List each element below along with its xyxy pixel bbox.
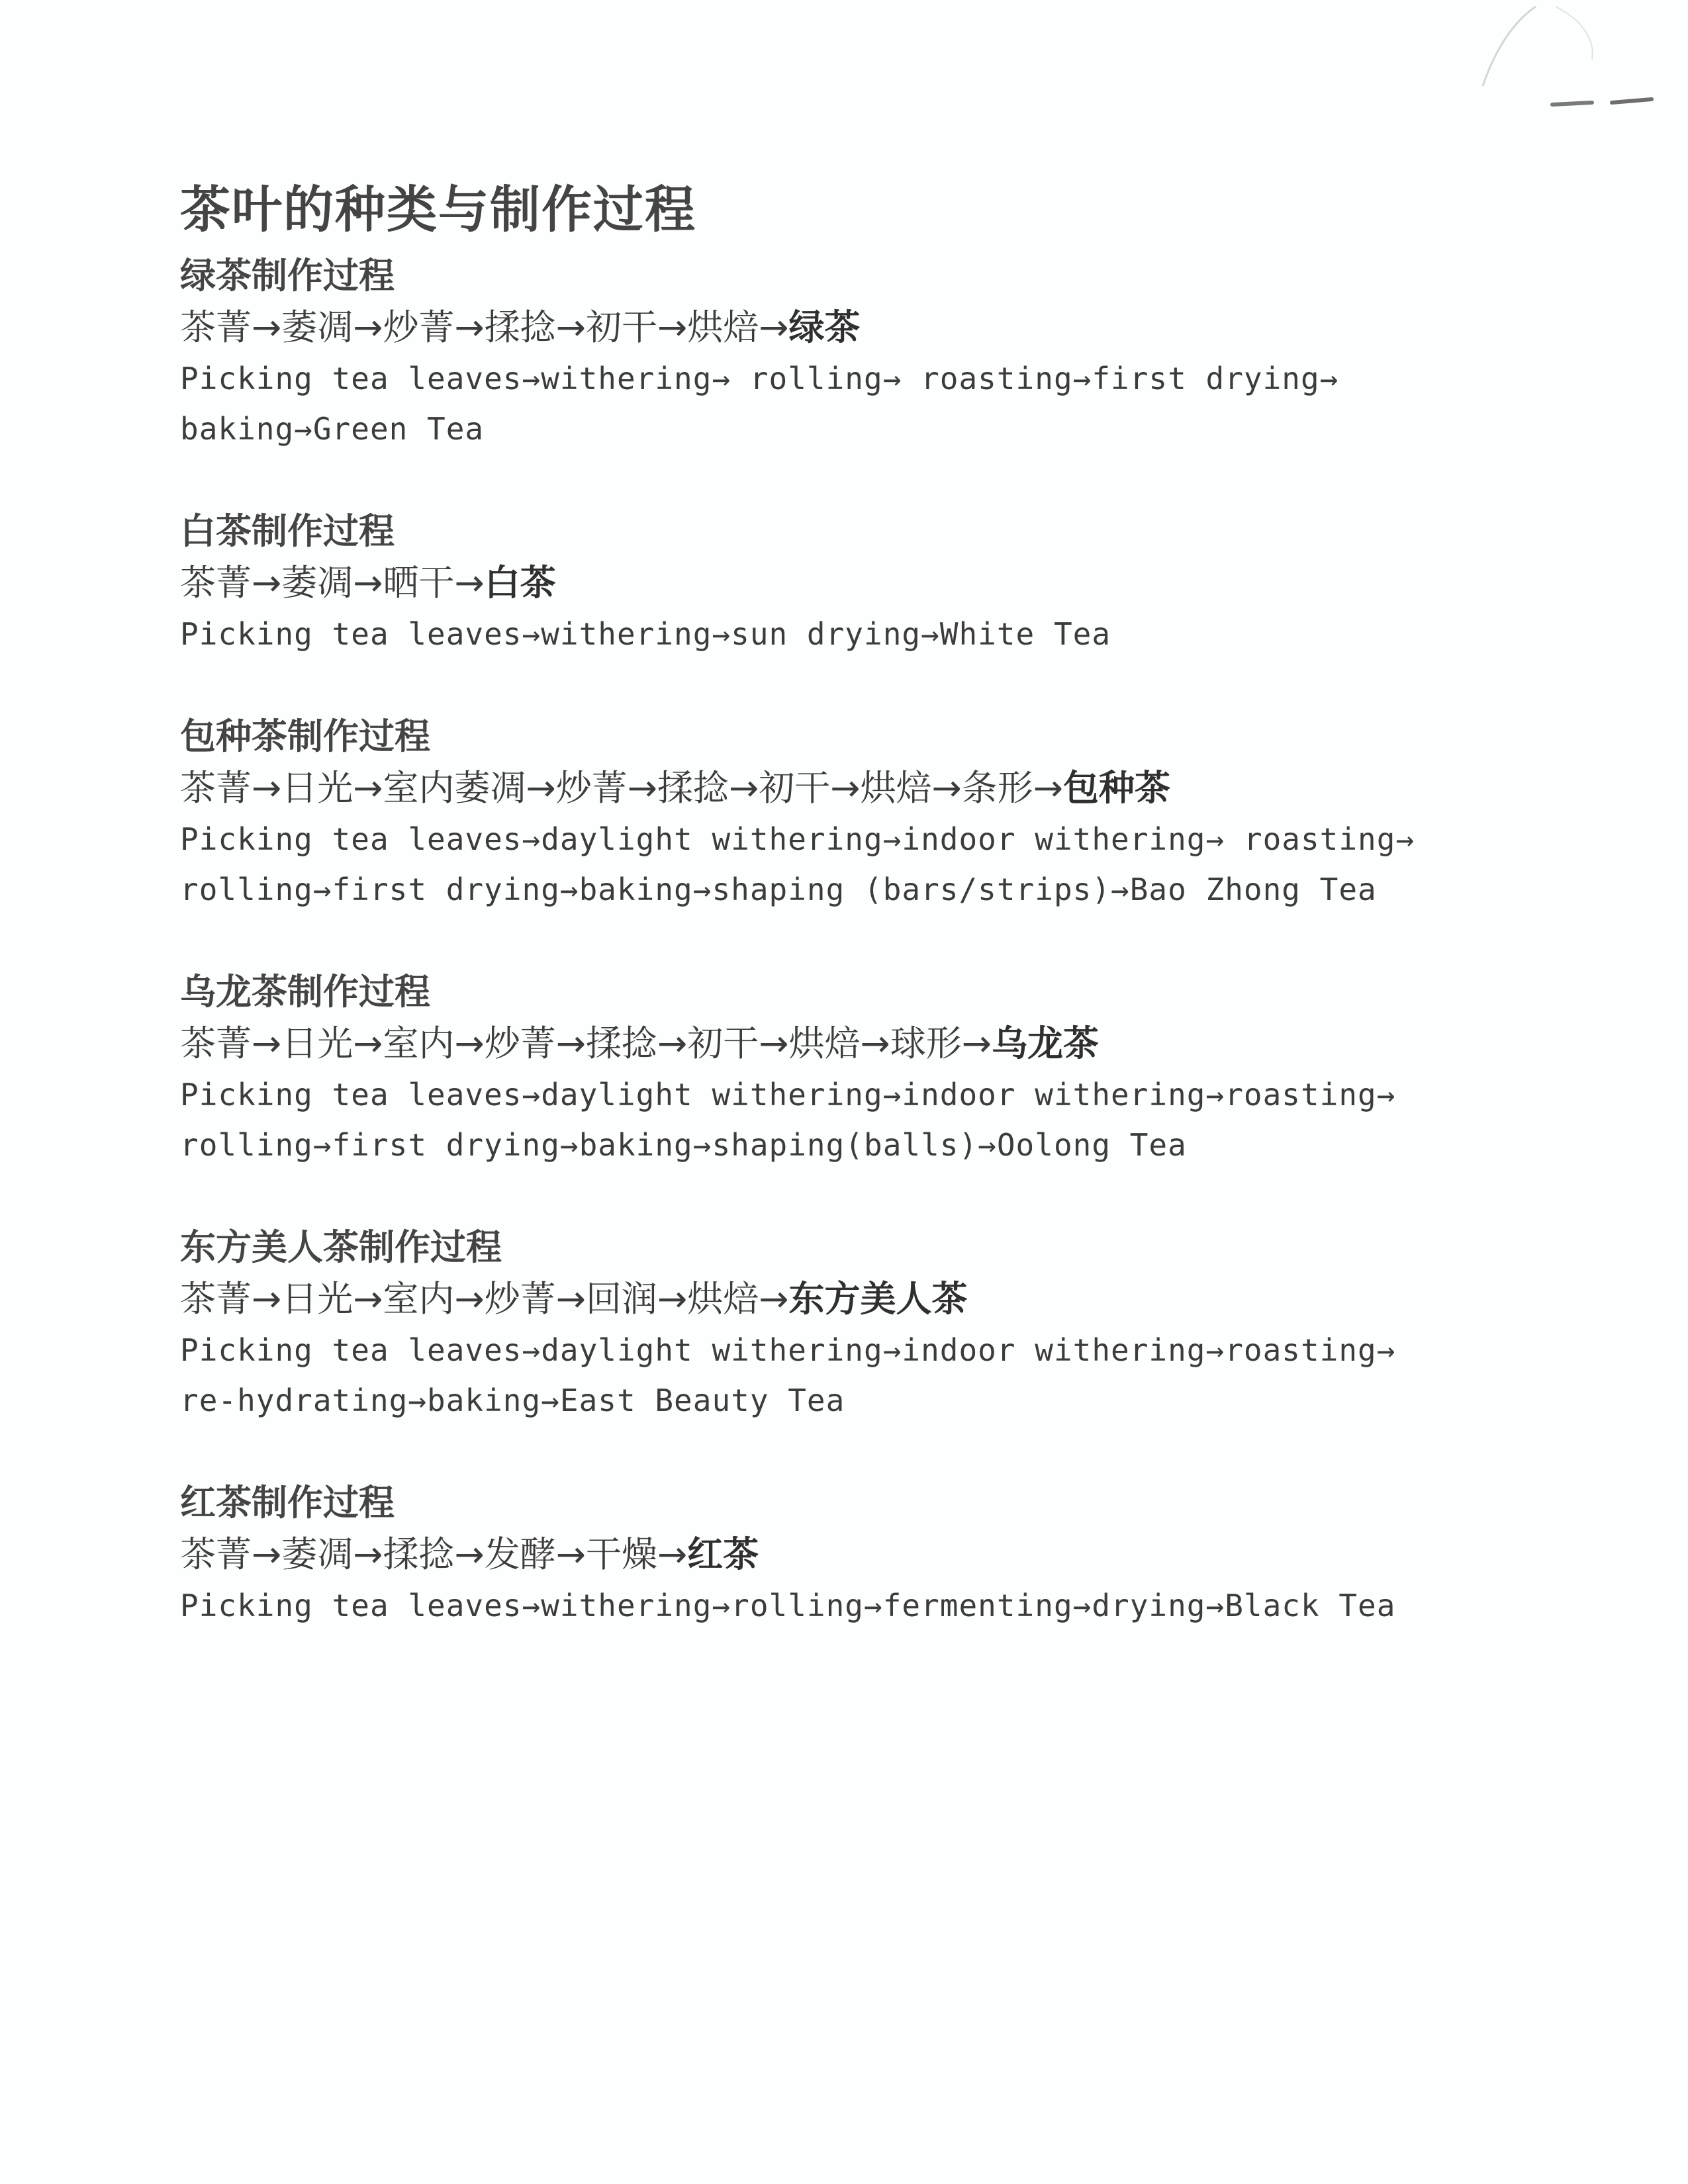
chinese-result: 乌龙茶 <box>991 1023 1099 1064</box>
section-heading: 红茶制作过程 <box>180 1482 395 1524</box>
chinese-steps: 茶菁→萎凋→揉捻→发酵→干燥→ <box>180 1533 688 1575</box>
chinese-result: 包种茶 <box>1062 767 1170 809</box>
section-heading: 东方美人茶制作过程 <box>180 1226 502 1268</box>
english-process-line: rolling→first drying→baking→shaping (bars/strips)→Bao Zhong Tea <box>180 872 1377 907</box>
english-process-line: rolling→first drying→baking→shaping(balls)→Oolong Tea <box>180 1127 1187 1163</box>
chinese-result: 东方美人茶 <box>788 1278 968 1320</box>
english-process-line: Picking tea leaves→daylight withering→indoor withering→roasting→ <box>180 1077 1396 1113</box>
document-content <box>180 173 1504 1682</box>
section-heading: 绿茶制作过程 <box>180 255 395 296</box>
chinese-result: 绿茶 <box>788 306 861 348</box>
chinese-result: 红茶 <box>687 1533 759 1575</box>
english-process-line: re-hydrating→baking→East Beauty Tea <box>180 1383 845 1418</box>
document-title: 茶叶的种类与制作过程 <box>180 180 696 239</box>
english-process-line: Picking tea leaves→withering→sun drying→White Tea <box>180 616 1111 652</box>
corner-scan-mark <box>1476 0 1688 119</box>
chinese-process-line <box>180 557 1504 609</box>
english-process-line: Picking tea leaves→withering→rolling→fermenting→drying→Black Tea <box>180 1588 1396 1623</box>
section-heading: 包种茶制作过程 <box>180 715 430 757</box>
english-process-line: Picking tea leaves→daylight withering→indoor withering→ roasting→ <box>180 821 1415 857</box>
section-oolong-tea <box>180 966 1504 1170</box>
section-bao-zhong-tea <box>180 711 1504 915</box>
chinese-result: 白茶 <box>484 562 556 604</box>
chinese-steps: 茶菁→萎凋→炒菁→揉捻→初干→烘焙→ <box>180 306 789 348</box>
chinese-steps: 茶菁→日光→室内→炒菁→回润→烘焙→ <box>180 1278 789 1320</box>
chinese-process-line <box>180 1018 1504 1069</box>
section-green-tea <box>180 250 1504 454</box>
chinese-process-line <box>180 762 1504 814</box>
english-process-line: Picking tea leaves→daylight withering→indoor withering→roasting→ <box>180 1332 1396 1368</box>
section-black-tea <box>180 1477 1504 1631</box>
chinese-process-line <box>180 302 1504 353</box>
chinese-steps: 茶菁→日光→室内萎凋→炒菁→揉捻→初干→烘焙→条形→ <box>180 767 1063 809</box>
english-process-line: Picking tea leaves→withering→ rolling→ roasting→first drying→ <box>180 361 1339 396</box>
chinese-steps: 茶菁→萎凋→晒干→ <box>180 562 485 604</box>
section-heading: 白茶制作过程 <box>180 510 395 552</box>
chinese-process-line <box>180 1529 1504 1580</box>
chinese-steps: 茶菁→日光→室内→炒菁→揉捻→初干→烘焙→球形→ <box>180 1023 992 1064</box>
english-process-line: baking→Green Tea <box>180 411 485 447</box>
chinese-process-line <box>180 1273 1504 1325</box>
section-east-beauty-tea <box>180 1222 1504 1426</box>
section-white-tea <box>180 506 1504 659</box>
section-heading: 乌龙茶制作过程 <box>180 971 430 1013</box>
